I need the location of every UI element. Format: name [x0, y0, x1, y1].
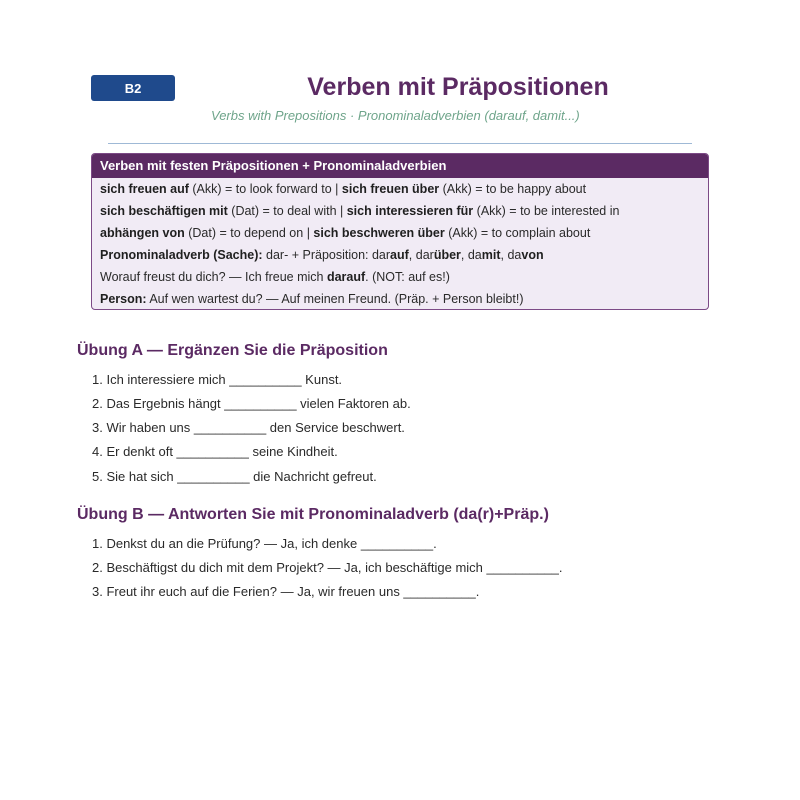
verb-meaning: (Akk) = to look forward to | [188, 182, 342, 196]
grammar-box-heading: Verben mit festen Präpositionen + Pronominaladverbien [92, 154, 708, 178]
verb-meaning: (Dat) = to depend on | [184, 226, 314, 240]
page-subtitle: Verbs with Prepositions · Pronominaladverbien (darauf, damit...) [211, 108, 580, 123]
exercise-item: 4. Er denkt oft __________ seine Kindheit. [92, 444, 338, 459]
verb-meaning: (Dat) = to deal with | [227, 204, 347, 218]
grammar-line [92, 178, 708, 200]
divider [108, 143, 692, 144]
example-text: Worauf freust du dich? — Ich freue mich [100, 270, 327, 284]
verb-meaning: (Akk) = to be interested in [473, 204, 620, 218]
rule-emphasis: von [521, 248, 544, 262]
grammar-line [92, 288, 708, 310]
rule-text: Auf wen wartest du? — Auf meinen Freund. (Präp. + Person bleibt!) [146, 292, 524, 306]
exercise-item: 3. Wir haben uns __________ den Service beschwert. [92, 420, 405, 435]
rule-label: Person: [100, 292, 147, 306]
rule-text: , da [460, 248, 482, 262]
exercise-item: 2. Beschäftigst du dich mit dem Projekt? — Ja, ich beschäftige mich __________. [92, 560, 563, 575]
rule-emphasis: auf [390, 248, 409, 262]
verb-phrase: abhängen von [100, 226, 185, 240]
example-emphasis: darauf [326, 270, 366, 284]
example-text: . (NOT: auf es!) [365, 270, 450, 284]
exercise-item: 1. Denkst du an die Prüfung? — Ja, ich denke __________. [92, 536, 437, 551]
exercise-a-title: Übung A — Ergänzen Sie die Präposition [77, 342, 388, 359]
verb-phrase: sich freuen auf [100, 182, 189, 196]
exercise-item: 3. Freut ihr euch auf die Ferien? — Ja, wir freuen uns __________. [92, 584, 480, 599]
rule-text: , da [500, 248, 522, 262]
verb-phrase: sich freuen über [341, 182, 440, 196]
rule-label: Pronominaladverb (Sache): [100, 248, 263, 262]
grammar-line [92, 244, 708, 266]
page-title: Verben mit Präpositionen [307, 73, 609, 101]
rule-emphasis: über [433, 248, 461, 262]
verb-phrase: sich beschäftigen mit [100, 204, 228, 218]
verb-phrase: sich beschweren über [313, 226, 445, 240]
exercise-item: 2. Das Ergebnis hängt __________ vielen Faktoren ab. [92, 396, 411, 411]
exercise-b-title: Übung B — Antworten Sie mit Pronominaladverb (da(r)+Präp.) [77, 506, 549, 523]
verb-meaning: (Akk) = to complain about [444, 226, 591, 240]
exercise-item: 5. Sie hat sich __________ die Nachricht gefreut. [92, 469, 377, 484]
level-badge: B2 [91, 75, 175, 101]
rule-text: , dar [408, 248, 434, 262]
verb-meaning: (Akk) = to be happy about [439, 182, 587, 196]
verb-phrase: sich interessieren für [346, 204, 474, 218]
rule-text: dar- + Präposition: dar [262, 248, 391, 262]
grammar-box [91, 153, 709, 310]
rule-emphasis: mit [481, 248, 501, 262]
grammar-example [92, 266, 708, 288]
exercise-item: 1. Ich interessiere mich __________ Kunst. [92, 372, 343, 387]
grammar-line [92, 222, 708, 244]
grammar-line [92, 200, 708, 222]
